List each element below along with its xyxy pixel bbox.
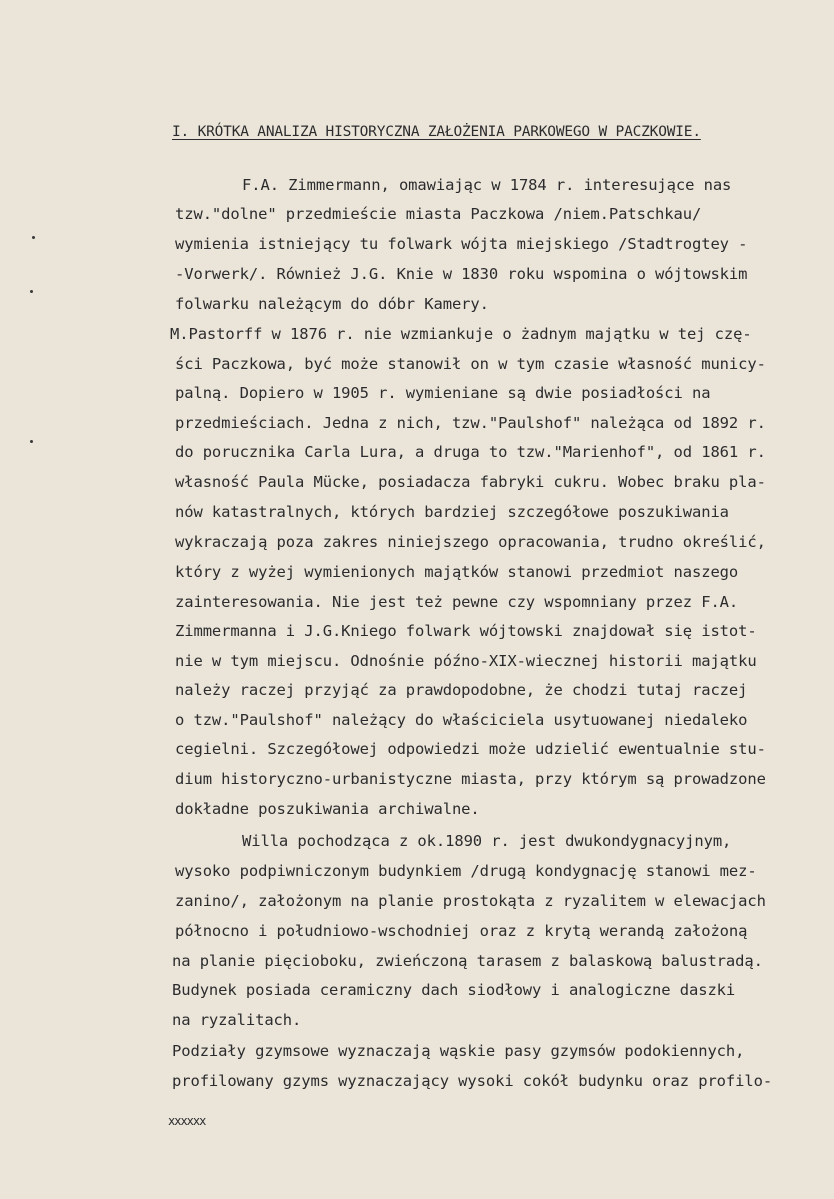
text-line: nie w tym miejscu. Odnośnie późno-XIX-wiecznej historii majątku <box>175 652 757 670</box>
text-line: cegielni. Szczegółowej odpowiedzi może udzielić ewentualnie stu- <box>175 740 766 758</box>
text-line: własność Paula Mücke, posiadacza fabryki cukru. Wobec braku pla- <box>175 473 766 491</box>
text-line: -Vorwerk/. Również J.G. Knie w 1830 roku wspomina o wójtowskim <box>175 265 748 283</box>
text-line: Zimmermanna i J.G.Kniego folwark wójtowski znajdował się istot- <box>175 622 757 640</box>
margin-mark <box>32 236 35 239</box>
text-line: profilowany gzyms wyznaczający wysoki cokół budynku oraz profilo- <box>172 1072 773 1090</box>
footer-mark: xxxxxx <box>168 1114 206 1128</box>
text-line: Budynek posiada ceramiczny dach siodłowy i analogiczne daszki <box>172 981 736 999</box>
text-line: zainteresowania. Nie jest też pewne czy wspomniany przez F.A. <box>175 593 739 611</box>
text-line: na planie pięcioboku, zwieńczoną tarasem z balaskową balustradą. <box>172 952 763 970</box>
text-line: na ryzalitach. <box>172 1011 302 1029</box>
margin-mark <box>30 440 33 443</box>
text-line: dokładne poszukiwania archiwalne. <box>175 800 480 818</box>
text-line: północno i południowo-wschodniej oraz z krytą werandą założoną <box>175 922 748 940</box>
text-line: nów katastralnych, których bardziej szczegółowe poszukiwania <box>175 503 729 521</box>
text-line: ści Paczkowa, być może stanowił on w tym czasie własność municy- <box>175 355 766 373</box>
text-line: należy raczej przyjąć za prawdopodobne, że chodzi tutaj raczej <box>175 681 748 699</box>
text-line: dium historyczno-urbanistyczne miasta, przy którym są prowadzone <box>175 770 766 788</box>
text-line: o tzw."Paulshof" należący do właściciela usytuowanej niedaleko <box>175 711 748 729</box>
text-line: wysoko podpiwniczonym budynkiem /drugą kondygnację stanowi mez- <box>175 862 757 880</box>
text-line: który z wyżej wymienionych majątków stanowi przedmiot naszego <box>175 563 739 581</box>
text-line: tzw."dolne" przedmieście miasta Paczkowa /niem.Patschkau/ <box>175 205 702 223</box>
text-line: F.A. Zimmermann, omawiając w 1784 r. interesujące nas <box>242 176 732 194</box>
text-line: wymienia istniejący tu folwark wójta miejskiego /Stadtrogtey - <box>175 235 748 253</box>
text-line: zanino/, założonym na planie prostokąta z ryzalitem w elewacjach <box>175 892 766 910</box>
text-line: folwarku należącym do dóbr Kamery. <box>175 295 489 313</box>
text-line: Willa pochodząca z ok.1890 r. jest dwukondygnacyjnym, <box>242 832 732 850</box>
text-line: palną. Dopiero w 1905 r. wymieniane są dwie posiadłości na <box>175 384 711 402</box>
text-line: wykraczają poza zakres niniejszego opracowania, trudno określić, <box>175 533 766 551</box>
text-line: do porucznika Carla Lura, a druga to tzw."Marienhof", od 1861 r. <box>175 443 766 461</box>
text-line: M.Pastorff w 1876 r. nie wzmiankuje o żadnym majątku w tej czę- <box>170 325 752 343</box>
text-line: Podziały gzymsowe wyznaczają wąskie pasy gzymsów podokiennych, <box>172 1042 745 1060</box>
margin-mark <box>30 290 33 293</box>
document-title: I. KRÓTKA ANALIZA HISTORYCZNA ZAŁOŻENIA PARKOWEGO W PACZKOWIE. <box>172 124 701 140</box>
text-line: przedmieściach. Jedna z nich, tzw."Paulshof" należąca od 1892 r. <box>175 414 766 432</box>
